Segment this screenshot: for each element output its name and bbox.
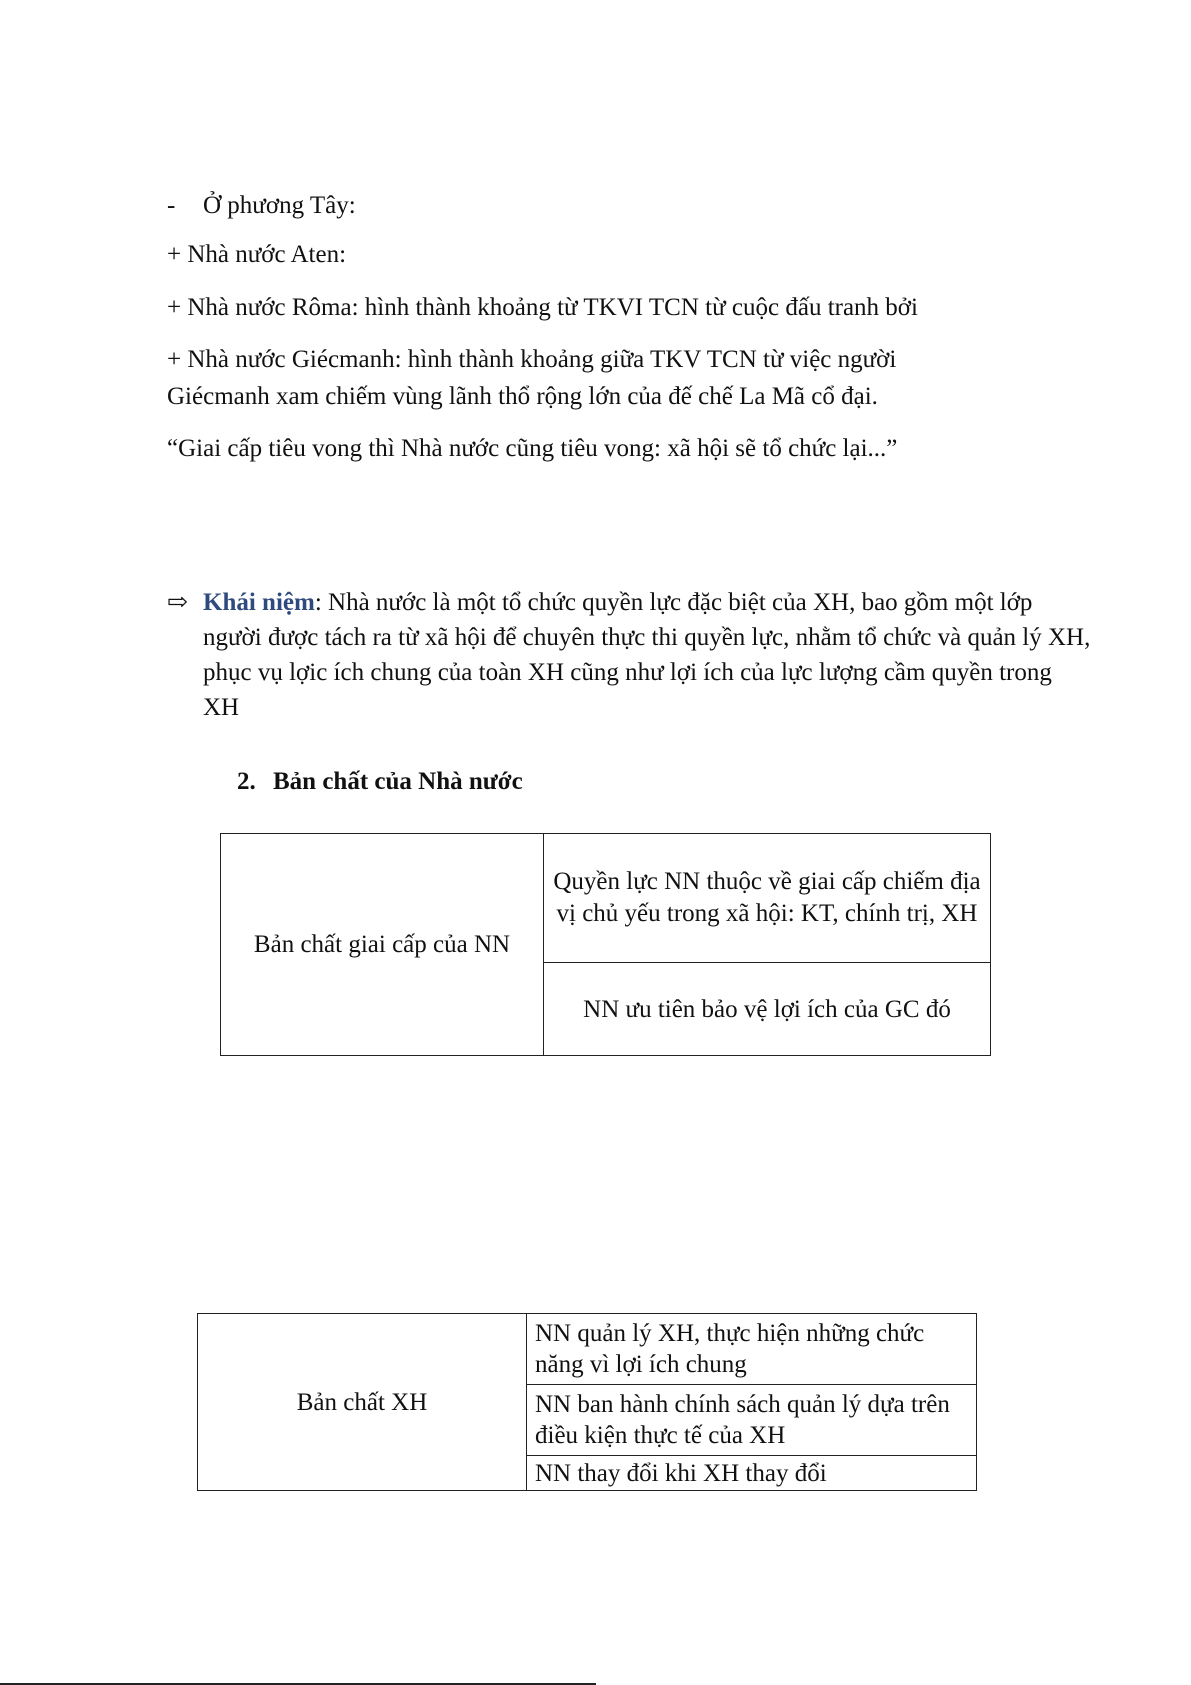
section-title: Bản chất của Nhà nước [273, 768, 523, 795]
state-aten: + Nhà nước Aten: [167, 241, 347, 268]
west-heading: Ở phương Tây: [203, 192, 356, 219]
state-roma: + Nhà nước Rôma: hình thành khoảng từ TKVI TCN từ cuộc đấu tranh bởi [167, 294, 918, 321]
social-nature-point-3: NN thay đổi khi XH thay đổi [527, 1456, 977, 1491]
section-number: 2. [237, 768, 256, 795]
concept-term: Khái niệm [203, 589, 315, 616]
engels-quote: “Giai cấp tiêu vong thì Nhà nước cũng tiêu vong: xã hội sẽ tổ chức lại...” [167, 435, 898, 462]
social-nature-label: Bản chất XH [198, 1314, 527, 1491]
class-nature-label: Bản chất giai cấp của NN [221, 834, 544, 1056]
class-nature-point-2: NN ưu tiên bảo vệ lợi ích của GC đó [544, 963, 991, 1056]
arrow-right-icon: ⇨ [167, 589, 188, 616]
concept-definition [167, 585, 1097, 725]
class-nature-table [220, 833, 991, 1056]
social-nature-table [197, 1313, 977, 1491]
state-german-line1: + Nhà nước Giécmanh: hình thành khoảng giữa TKV TCN từ việc người [167, 346, 897, 373]
list-dash: - [167, 192, 176, 219]
concept-text [203, 585, 1093, 725]
state-german-line2: Giécmanh xam chiếm vùng lãnh thổ rộng lớn của đế chế La Mã cổ đại. [167, 383, 878, 410]
social-nature-point-1: NN quản lý XH, thực hiện những chức năng vì lợi ích chung [527, 1314, 977, 1385]
class-nature-point-1: Quyền lực NN thuộc về giai cấp chiếm địa vị chủ yếu trong xã hội: KT, chính trị, XH [544, 834, 991, 963]
concept-body: : Nhà nước là một tổ chức quyền lực đặc biệt của XH, bao gồm một lớp người được tách ra từ xã hội để chuyên thực thi quyền lực, nhằm tổ chức và quản lý XH, phục vụ lợic ích chung của toàn XH cũng như lợi ích của lực lượng cầm quyền trong XH [203, 589, 1091, 721]
section-heading [237, 764, 523, 799]
social-nature-point-2: NN ban hành chính sách quản lý dựa trên điều kiện thực tế của XH [527, 1385, 977, 1456]
